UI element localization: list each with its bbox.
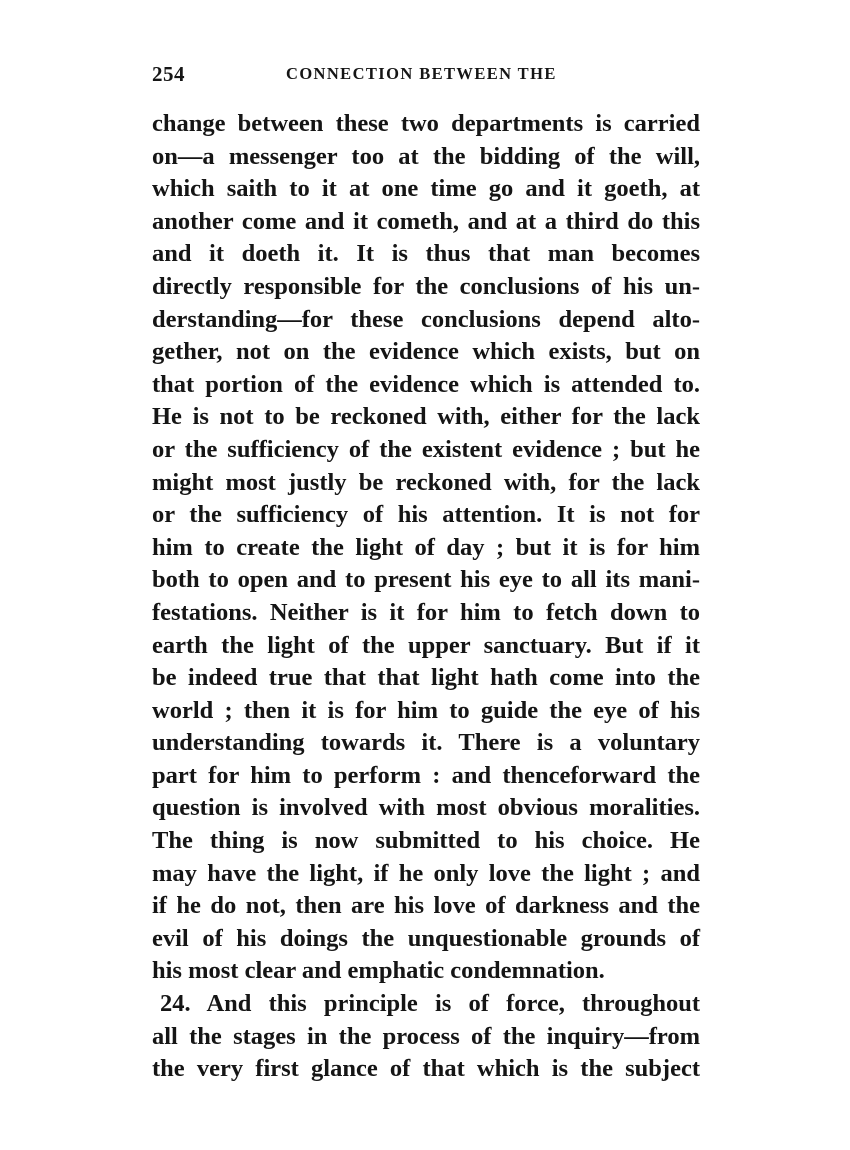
text-line: both to open and to present his eye to all its mani- (152, 566, 700, 594)
text-line: might most justly be reckoned with, for the lack (152, 468, 700, 496)
text-line: the very first glance of that which is the subject (152, 1055, 700, 1083)
text-line: which saith to it at one time go and it goeth, at (152, 175, 700, 203)
text-line: earth the light of the upper sanctuary. But if it (152, 631, 700, 659)
text-line: evil of his doings the unquestionable grounds of (152, 924, 700, 952)
text-line: The thing is now submitted to his choice. He (152, 827, 700, 855)
text-line: world ; then it is for him to guide the eye of his (152, 696, 700, 724)
text-line: change between these two departments is carried (152, 110, 700, 137)
text-line: derstanding—for these conclusions depend alto- (152, 305, 700, 333)
text-line: gether, not on the evidence which exists, but on (152, 338, 700, 366)
page-number: 254 (152, 62, 185, 86)
text-line: his most clear and emphatic condemnation. (152, 957, 605, 985)
text-line: directly responsible for the conclusions of his un- (152, 272, 700, 300)
text-line: that portion of the evidence which is attended to. (152, 370, 700, 398)
text-line: another come and it cometh, and at a third do this (152, 207, 700, 235)
paragraph-start-line: 24. And this principle is of force, throughout (160, 990, 700, 1018)
text-line: if he do not, then are his love of darkness and the (152, 892, 700, 920)
text-line: be indeed true that that light hath come into the (152, 664, 700, 692)
text-line: part for him to perform : and thenceforward the (152, 761, 700, 789)
body-text (152, 108, 700, 1086)
text-line: all the stages in the process of the inquiry—from (152, 1022, 700, 1050)
text-line: on—a messenger too at the bidding of the will, (152, 142, 700, 170)
text-line: understanding towards it. There is a voluntary (152, 729, 700, 757)
running-head (152, 62, 712, 90)
text-line: or the sufficiency of his attention. It is not for (152, 501, 700, 529)
text-line: and it doeth it. It is thus that man becomes (152, 240, 700, 268)
text-line: or the sufficiency of the existent evidence ; but he (152, 435, 700, 463)
text-line: question is involved with most obvious moralities. (152, 794, 700, 822)
text-line: him to create the light of day ; but it is for him (152, 533, 700, 561)
text-line: He is not to be reckoned with, either for the lack (152, 403, 700, 431)
text-line: festations. Neither is it for him to fetch down to (152, 598, 700, 626)
running-title: CONNECTION BETWEEN THE (286, 64, 557, 83)
text-line: may have the light, if he only love the light ; and (152, 859, 700, 887)
